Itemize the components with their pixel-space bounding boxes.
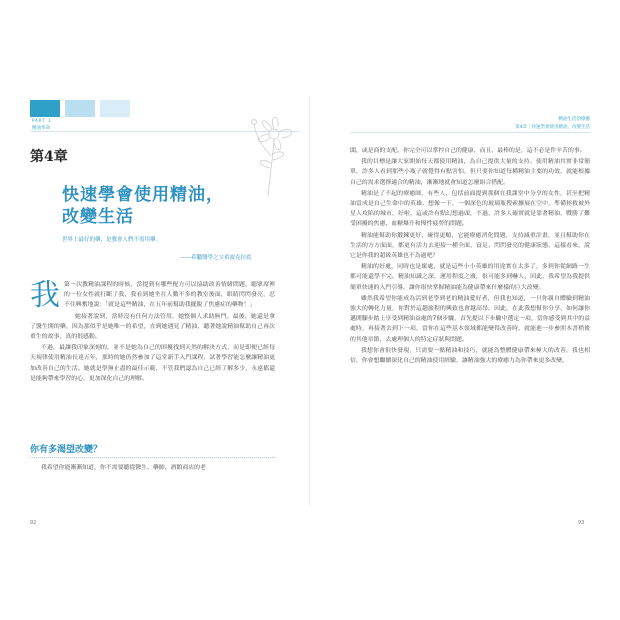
paragraph: 雖然我希望你能成為活到老學到老的精油愛好者，但我也知道，一旦你親自體驗到精油強大的轉化力量，你對於這趟旅程的興致也會越高昂。因此，在此我想幫你分享，如何讓你邁開腳步踏上享受到精油益處的7個步驟，首先提以下步驟中選定一項，當你感受到其中的益處時，再接著去到下一項，當你在這些基本領域都能變得改善時，就能進一步參照本書稍後的其他章節，去處理個人的特定症狀與問題。 [350, 295, 590, 343]
page-number-left: 92 [30, 520, 37, 526]
left-body-text-2 [30, 463, 275, 473]
part-subtitle: 精油革命 [32, 126, 50, 131]
running-head: 精油生活的療癒 [558, 117, 590, 122]
right-page [310, 0, 620, 620]
paragraph: 精油是了不起的療癒師，有些人，包括前面提到那個在我課堂中分享的女性，甚至把精油當成是自己生命中的英雄。想像一下，一個深色的玻璃瓶搜索擴展在空中，準備拯救被外星人攻陷的城市，好啦，這或許有點幻想過頭，不過，許多人確實就是靠著精油，戰勝了難受困擾的焦慮、血糖爆升和慢性疲勞的問題。 [350, 190, 590, 228]
page-number-right: 93 [578, 520, 585, 526]
flower-illustration [240, 108, 304, 198]
drop-cap: 我 [30, 278, 60, 313]
chapter-number: 第4章 [30, 149, 68, 165]
paragraph: 我希望你能漸漸知道，你不需要聽從醫生、藥師、酒館商店的老 [41, 465, 206, 471]
running-rule [350, 132, 590, 133]
running-subhead: 第4章｜快速學會使用精油，改變生活 [515, 125, 590, 130]
header-block-medium [65, 100, 95, 117]
chapter-title-line1: 快速學會使用精油， [62, 185, 224, 205]
epigraph: 世界上最好的藥，是教會人們不需用藥。 [62, 237, 162, 243]
header-color-blocks [30, 100, 130, 117]
paragraph: 精油能幫助你鍛鍊更好，碰得更順，它能療癒消化問題，支持減重計畫，並且幫助你在生活的方方面面，都更有活力去迎接一種全面、富足、閃閃發亮的健康狀態，這樣看來，說它是你我的超級英雄也不為過吧？ [350, 232, 590, 260]
right-body-text [350, 146, 590, 367]
section-subheading: 你有多渴望改變？ [30, 445, 103, 455]
paragraph: 不過，最讓我印象深刻的，並不是她為自己的困擾找到天然的解決方式，而是即便已經每天規律使用精油長達五年，那時的她仍然參加了這堂新手入門課程，試著學習能怎麼讓精油更加改善自己的生活。她就是學無止盡的最佳示範，不管我們認為自己已經了解多少，永遠都還是能夠帶來學習的心，更加深化自己的理解。 [30, 345, 275, 382]
header-block-dark [30, 100, 60, 117]
paragraph: 精油的好處，同時也是壞處，就是這些小小英雄的用途實在太多了，多到你從網路一生都可能還學不完。精油知識之深，運用程度之廣，很可能多到嚇人，因此，我希望為我提供簡單快速的入門引導，讓你很快掌握精油能為健康帶來什麼樣的巨大改變。 [350, 264, 590, 291]
paragraph: 她接著說到，當時沒有任何方法管用，她整個人求助無門。最後，她還是拿了醫生開的藥，因為那似乎是她唯一的希望，直到她遇見了精油，聽著她說精油幫助自己再次重生的故事，真的很感動。 [30, 313, 275, 341]
paragraph: 闆，或是商的支配。你完全可以掌控自己的健康，而且，最棒的是，這不必是件辛苦的事。 [350, 148, 586, 154]
header-block-light [100, 100, 130, 117]
left-body-text [30, 280, 275, 385]
paragraph [30, 280, 275, 311]
chapter-title-line2: 改變生活 [62, 207, 134, 227]
part-label: PART 1 [32, 118, 52, 123]
paragraph: 我的目標是讓大家開始每天都使用精油，為自己提供大量的支持。使用精油其實非常簡單，許多人看到那些小瓶子就覺得有點害怕，但只要你知道每種精油主要的功效，就能根據自己的需求選擇適合的精油，漸漸地就會知道怎麼組合搭配。 [350, 159, 590, 186]
paragraph-text: 第一次教精油課程的時候，當提到有哪些配方可以協助改善情緒問題，聽眾席裡的一位女性就打斷了我，我看到她坐在人數不多的教室後面，眼睛閃閃發亮，忍不住興奮地說：「就是這些精油，在五年前幫助我擺脫了焦慮症的藥物！」 [64, 282, 275, 309]
paragraph: 我想你會很快發現，只需要一點精油和技巧，就能為整體健康帶來極大的改善，我也相信，你會想繼續深化自己的精油使用經驗，讓精油強大的療癒力為你帶來更多改變。 [350, 347, 590, 365]
subheading-rule [30, 457, 275, 458]
epigraph-attribution: ——希臘醫學之父希波克拉底 [180, 255, 252, 261]
